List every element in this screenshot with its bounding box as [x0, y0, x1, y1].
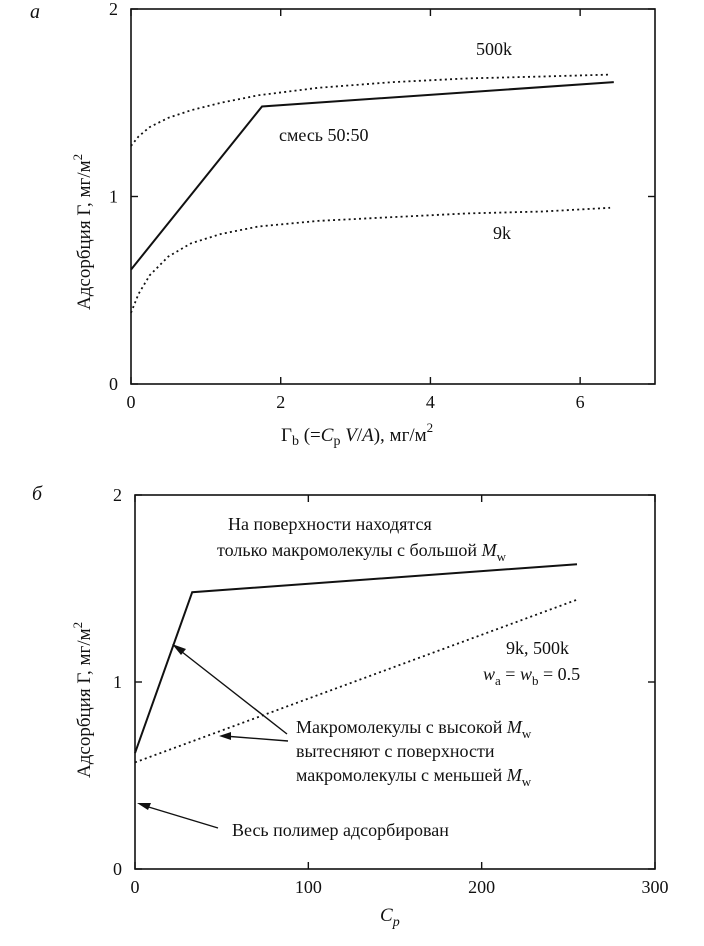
panel-a-label: a	[30, 1, 40, 23]
annotation-params-line1: 9k, 500k	[506, 638, 569, 658]
panel-b	[32, 483, 669, 930]
arrow-to-origin	[142, 805, 218, 828]
y-tick-label: 2	[113, 485, 122, 505]
annotation-mid-line2: вытесняют с поверхности	[296, 741, 495, 761]
annotation-params-line2: $w_a = w_b = 0.5$	[483, 664, 581, 688]
annotation-mid-line1: Макромолекулы с высокой $M_w$	[296, 717, 532, 741]
panel-a-series	[131, 75, 614, 313]
annotation-arrows	[137, 644, 288, 828]
arrow-to-dotted-line	[224, 736, 288, 741]
annotation-mid-line3: макромолекулы с меньшей $M_w$	[296, 765, 532, 789]
panel-a-ticks	[109, 0, 655, 412]
arrow-to-solid-line	[177, 648, 287, 734]
x-tick-label: 2	[276, 392, 286, 412]
panel-a-xlabel: $\Gamma_b$ ($=C_p$ V/A), $мг/м^2$	[281, 420, 434, 449]
annotation-top-line1: На поверхности находятся	[228, 514, 432, 534]
annotation-bottom: Весь полимер адсорбирован	[232, 820, 449, 840]
annotation-top-line2: только макромолекулы с большой $M_w$	[217, 540, 506, 564]
x-tick-label: 200	[468, 877, 496, 897]
y-tick-label: 1	[113, 672, 122, 692]
series-label-500k: 500k	[476, 39, 512, 59]
x-tick-label: 0	[126, 392, 136, 412]
x-tick-label: 6	[575, 392, 585, 412]
y-tick-label: 0	[113, 859, 122, 879]
panel-b-ylabel: Адсорбция Γ, $мг/м^2$	[70, 621, 95, 778]
series-label-mixture: смесь 50:50	[279, 125, 369, 145]
arrow-head	[137, 803, 151, 810]
y-tick-label: 1	[109, 186, 118, 207]
panel-a-frame	[131, 9, 655, 384]
panel-b-xlabel: $C_p$	[380, 905, 400, 930]
series-line-a-2	[131, 208, 610, 313]
arrow-head	[219, 732, 231, 740]
x-tick-label: 100	[294, 877, 322, 897]
series-line-a-0	[131, 75, 610, 146]
x-tick-label: 300	[641, 877, 669, 897]
x-tick-label: 0	[130, 877, 140, 897]
series-label-9k: 9k	[493, 223, 511, 243]
y-tick-label: 2	[109, 0, 118, 19]
x-tick-label: 4	[425, 392, 435, 412]
series-line-a-1	[131, 82, 614, 270]
y-tick-label: 0	[109, 374, 118, 394]
panel-a	[30, 0, 655, 449]
panel-a-ylabel: Адсорбция Γ, $мг/м^2$	[70, 153, 95, 310]
panel-b-label: б	[32, 483, 43, 505]
